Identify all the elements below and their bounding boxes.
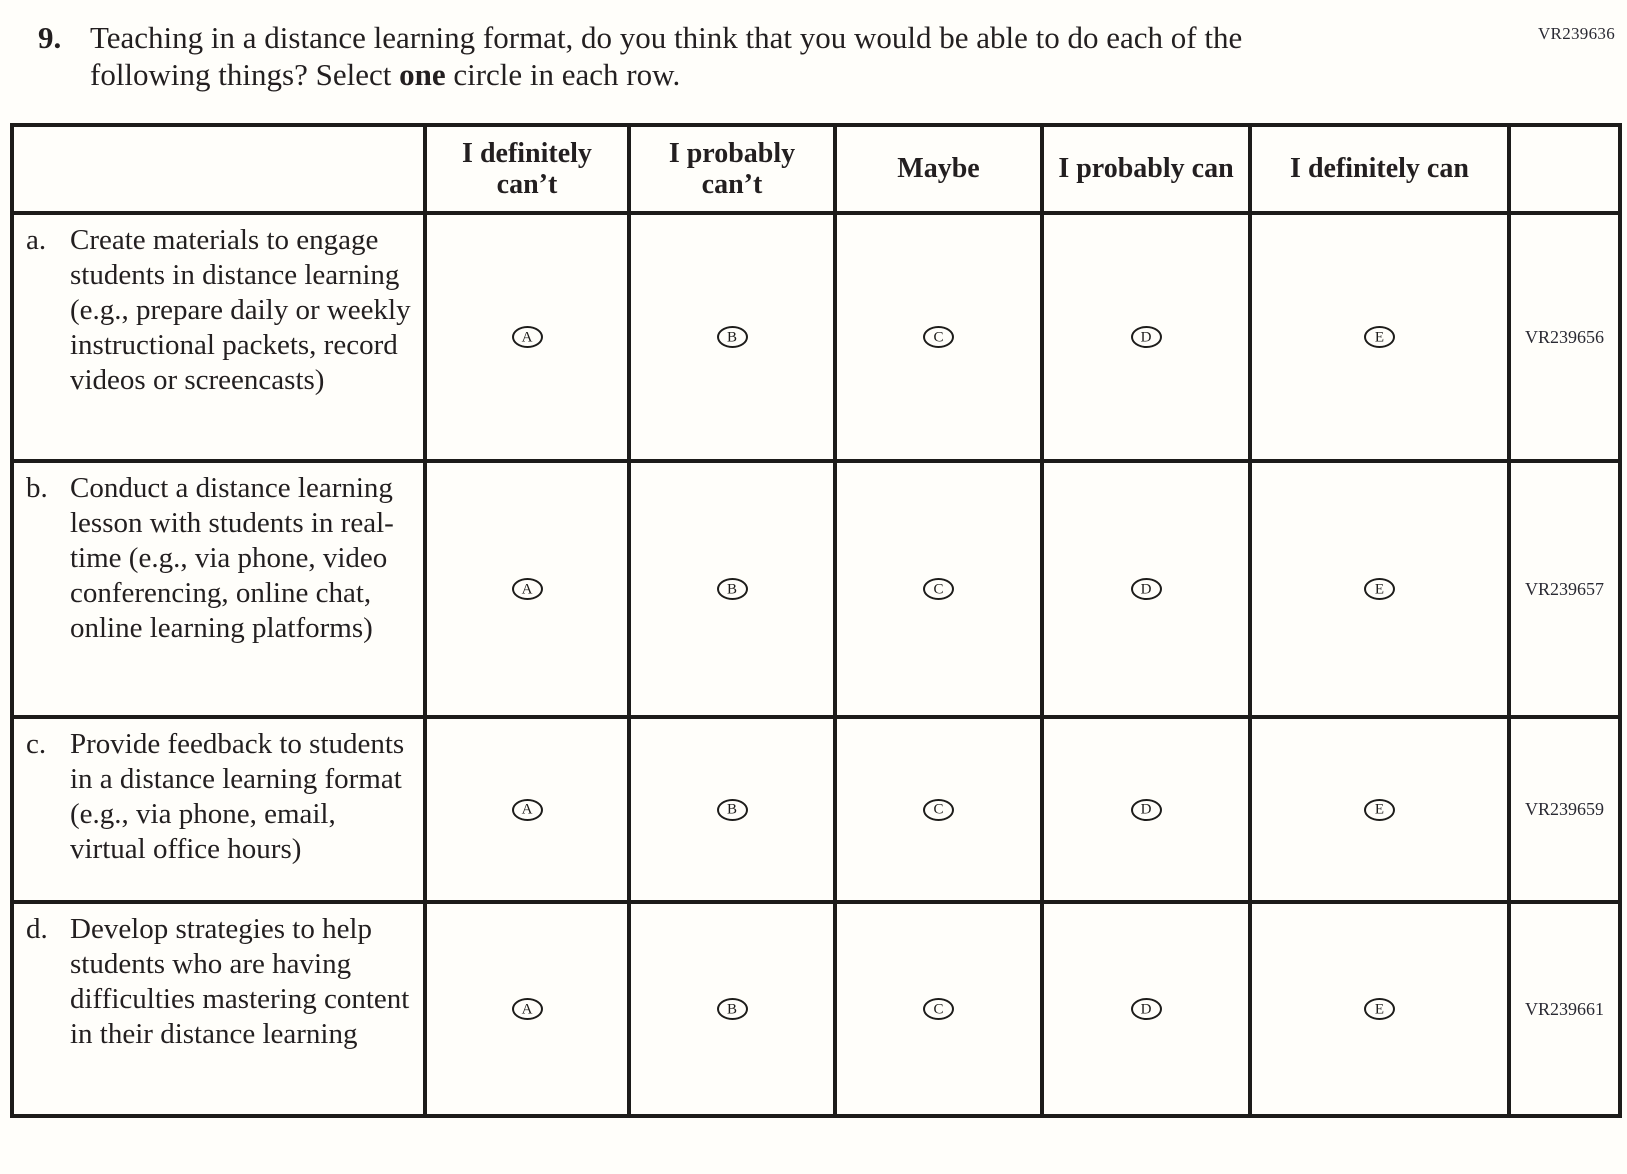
table-body <box>12 213 1620 1116</box>
answer-cell-a <box>425 717 629 902</box>
row-letter: d. <box>26 913 48 946</box>
bubble-letter: B <box>726 801 737 818</box>
answer-bubble-a[interactable] <box>512 326 543 348</box>
answer-bubble-e[interactable] <box>1364 578 1395 600</box>
answer-bubble-a[interactable] <box>512 578 543 600</box>
column-header-c: Maybe <box>835 125 1042 213</box>
question-table <box>10 123 1622 1118</box>
answer-cell-e <box>1250 717 1509 902</box>
bubble-letter: D <box>1140 801 1152 818</box>
bubble-letter: D <box>1140 1001 1152 1018</box>
answer-cell-c <box>835 717 1042 902</box>
row-code: VR239656 <box>1509 213 1620 461</box>
row-code: VR239657 <box>1509 461 1620 717</box>
table-row <box>12 461 1620 717</box>
answer-bubble-d[interactable] <box>1131 326 1162 348</box>
answer-bubble-a[interactable] <box>512 998 543 1020</box>
question-text-part1: Teaching in a distance learning format, do you think that you would be able to do each of the following things? Select <box>90 20 1243 92</box>
page-code: VR239636 <box>1537 24 1615 43</box>
answer-bubble-e[interactable] <box>1364 326 1395 348</box>
bubble-letter: D <box>1140 329 1152 346</box>
row-item-cell <box>12 902 425 1116</box>
answer-cell-d <box>1042 461 1250 717</box>
answer-cell-b <box>629 213 835 461</box>
bubble-letter: B <box>726 329 737 346</box>
answer-bubble-d[interactable] <box>1131 998 1162 1020</box>
answer-cell-d <box>1042 213 1250 461</box>
bubble-letter: B <box>726 581 737 598</box>
column-header-e: I definitely can <box>1250 125 1509 213</box>
table-row <box>12 213 1620 461</box>
row-item-cell <box>12 717 425 902</box>
answer-cell-d <box>1042 902 1250 1116</box>
answer-bubble-e[interactable] <box>1364 998 1395 1020</box>
row-letter: b. <box>26 472 48 505</box>
bubble-letter: C <box>933 581 944 598</box>
answer-cell-c <box>835 461 1042 717</box>
answer-bubble-b[interactable] <box>717 326 748 348</box>
answer-cell-b <box>629 902 835 1116</box>
answer-bubble-c[interactable] <box>923 578 954 600</box>
bubble-letter: E <box>1374 801 1385 818</box>
answer-cell-c <box>835 213 1042 461</box>
header-blank-item <box>12 125 425 213</box>
row-item-cell <box>12 213 425 461</box>
table-row <box>12 717 1620 902</box>
answer-cell-a <box>425 461 629 717</box>
bubble-letter: A <box>521 581 533 598</box>
question-text <box>90 20 1330 93</box>
bubble-letter: E <box>1374 581 1385 598</box>
bubble-letter: C <box>933 801 944 818</box>
answer-cell-e <box>1250 213 1509 461</box>
question-text-part2: circle in each row. <box>445 56 681 92</box>
answer-cell-b <box>629 461 835 717</box>
bubble-letter: E <box>1374 1001 1385 1018</box>
row-letter: a. <box>26 224 47 257</box>
bubble-letter: D <box>1140 581 1152 598</box>
bubble-letter: B <box>726 1001 737 1018</box>
answer-bubble-d[interactable] <box>1131 799 1162 821</box>
question <box>38 20 1627 93</box>
row-code: VR239661 <box>1509 902 1620 1116</box>
row-text: Provide feedback to students in a distance learning format (e.g., via phone, email, virtual office hours) <box>70 728 405 866</box>
answer-bubble-e[interactable] <box>1364 799 1395 821</box>
row-text: Create materials to engage students in distance learning (e.g., prepare daily or weekly instructional packets, record videos or screencasts) <box>70 224 411 397</box>
answer-cell-b <box>629 717 835 902</box>
row-letter: c. <box>26 728 47 761</box>
bubble-letter: C <box>933 329 944 346</box>
row-code: VR239659 <box>1509 717 1620 902</box>
answer-bubble-b[interactable] <box>717 799 748 821</box>
row-text: Develop strategies to help students who are having difficulties mastering content in their distance learning <box>70 913 410 1051</box>
header-row <box>12 125 1620 213</box>
table-row <box>12 902 1620 1116</box>
column-header-d: I probably can <box>1042 125 1250 213</box>
bubble-letter: A <box>521 801 533 818</box>
answer-cell-e <box>1250 461 1509 717</box>
answer-bubble-c[interactable] <box>923 799 954 821</box>
answer-bubble-c[interactable] <box>923 326 954 348</box>
question-bold-word: one <box>399 56 446 92</box>
column-header-b: I probably can’t <box>629 125 835 213</box>
question-number: 9. <box>38 20 62 55</box>
answer-cell-d <box>1042 717 1250 902</box>
answer-bubble-d[interactable] <box>1131 578 1162 600</box>
answer-bubble-b[interactable] <box>717 578 748 600</box>
answer-cell-c <box>835 902 1042 1116</box>
answer-cell-a <box>425 213 629 461</box>
bubble-letter: C <box>933 1001 944 1018</box>
answer-bubble-a[interactable] <box>512 799 543 821</box>
answer-bubble-b[interactable] <box>717 998 748 1020</box>
bubble-letter: A <box>521 329 533 346</box>
answer-bubble-c[interactable] <box>923 998 954 1020</box>
column-header-a: I definitely can’t <box>425 125 629 213</box>
bubble-letter: E <box>1374 329 1385 346</box>
header-blank-code <box>1509 125 1620 213</box>
answer-cell-a <box>425 902 629 1116</box>
row-text: Conduct a distance learning lesson with students in real-time (e.g., via phone, video conferencing, online chat, online learning platforms) <box>70 472 394 645</box>
bubble-letter: A <box>521 1001 533 1018</box>
row-item-cell <box>12 461 425 717</box>
answer-cell-e <box>1250 902 1509 1116</box>
